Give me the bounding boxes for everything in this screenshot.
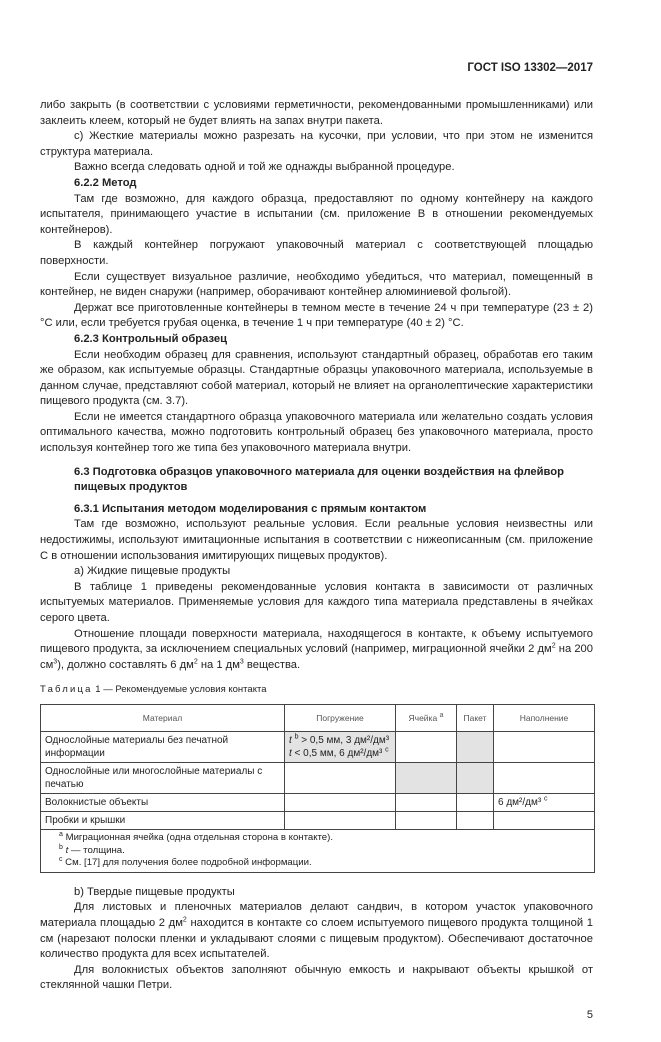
heading-6-3: 6.3 Подготовка образцов упаковочного материала для оценки воздействия на флейвор пищевых продуктов: [74, 465, 564, 494]
section-6-3: [40, 465, 593, 674]
paragraph: Там где возможно, используют реальные условия. Если реальные условия неизвестны или недостижимы, используют имитационные испытания в соответствии с нижеописанным (см. приложение С в отношении использования имитирующих пищевых продуктов).: [40, 518, 593, 562]
paragraph: b) Твердые пищевые продукты: [74, 885, 235, 898]
paragraph: Для волокнистых объектов заполняют обычную емкость и накрывают объекты крышкой от стеклянной чашки Петри.: [40, 963, 593, 992]
heading-6-2-2: 6.2.2 Метод: [74, 176, 137, 189]
paragraph: В каждый контейнер погружают упаковочный материал с соответствующей площадью поверхности.: [40, 239, 593, 267]
section-6-2: [40, 98, 593, 457]
section-solid-foods: [40, 885, 593, 994]
table-row: Однослойные материалы без печатной информации t $^b$ > 0,5 мм, 3 дм²/дм³ t < 0,5 мм, 6 дм²/дм³ $^c$: [41, 732, 595, 763]
paragraph: В таблице 1 приведены рекомендованные условия контакта в зависимости от различных испытуемых материалов. Применяемые условия для каждого типа материала представлены в ячейках серого цвета.: [40, 580, 593, 624]
heading-6-2-3: 6.2.3 Контрольный образец: [74, 332, 228, 345]
col-header: Пакет: [457, 705, 494, 732]
paragraph: c) Жесткие материалы можно разрезать на кусочки, при условии, что при этом не изменится структура материала.: [40, 130, 593, 158]
paragraph: a) Жидкие пищевые продукты: [74, 565, 231, 578]
paragraph: Для листовых и пленочных материалов делают сандвич, в котором участок упаковочного материала площадью 2 $дм^2$ находится в контакте со слоем испытуемого пищевого продукта толщиной 1 см (нарезают полоски пленки и укладывают слоями с пищевым продуктом). Обеспечивают достаточное количество продукта для всех испытателей.: [40, 901, 593, 961]
table-row: Волокнистые объекты 6 дм²/дм³ $^c$: [41, 794, 595, 812]
paragraph: Если не имеется стандартного образца упаковочного материала или желательно создать условия оптимального качества, можно подготовить контрольный образец без упаковочного материала, просто используя контейнер того же типа без упаковочного материала внутри.: [40, 410, 593, 455]
col-header: Ячейка $^a$: [396, 705, 457, 732]
footnote: $^a$ Миграционная ячейка (одна отдельная сторона в контакте).: [59, 831, 333, 844]
table-caption: Таблица 1 — Рекомендуемые условия контакта: [40, 684, 267, 696]
paragraph: Важно всегда следовать одной и той же однажды выбранной процедуре.: [74, 161, 455, 174]
col-header: Наполнение: [494, 705, 595, 732]
col-header: Материал: [41, 705, 285, 732]
paragraph: Держат все приготовленные контейнеры в темном месте в течение 24 ч при температуре (23 ± 2) °С или, если требуется грубая оценка, в течение 1 ч при температуре (40 ± 2) °С.: [40, 301, 593, 330]
paragraph: Если существует визуальное различие, необходимо убедиться, что материал, помещенный в контейнер, не виден снаружи (например, оборачивают контейнер алюминиевой фольгой).: [40, 270, 593, 299]
table-row: Однослойные или многослойные материалы с печатью: [41, 763, 595, 794]
paragraph: либо закрыть (в соответствии с условиями герметичности, рекомендованными промышленниками) или заклеить клеем, который не будет влиять на запах внутри пакета.: [40, 99, 593, 127]
heading-6-3-1: 6.3.1 Испытания методом моделирования с прямым контактом: [74, 502, 427, 515]
table-1: [40, 683, 593, 873]
footnote: $^b$ t — толщина.: [59, 843, 125, 856]
document-id: ГОСТ ISO 13302—2017: [467, 62, 593, 74]
footnote: $^c$ См. [17] для получения более подробной информации.: [59, 856, 312, 869]
contact-conditions-table: [40, 704, 595, 873]
paragraph: Там где возможно, для каждого образца, предоставляют по одному контейнеру на каждого испытателя, принимающего участие в испытании (см. приложение В в отношении рекомендуемых контейнеров).: [40, 192, 593, 236]
paragraph: Если необходим образец для сравнения, используют стандартный образец, обработав его таким же образом, как испытуемые образцы. Стандартные образцы упаковочного материала, используемые в данном случае, представляют собой материал, который не влияет на органолептические характеристики пищевого продукта (см. 3.7).: [40, 348, 593, 408]
table-footnotes: [41, 830, 595, 873]
col-header: Погружение: [285, 705, 396, 732]
paragraph: Отношение площади поверхности материала, находящегося в контакте, к объему испытуемого пищевого продукта, за исключением специальных условий (например, миграционной ячейки 2 $дм^2$ на 200 $см^3$), должно составлять 6 $дм^2$ на 1 $дм^3$ вещества.: [40, 627, 593, 671]
page-number: 5: [586, 1009, 593, 1022]
table-row: Пробки и крышки: [41, 812, 595, 830]
